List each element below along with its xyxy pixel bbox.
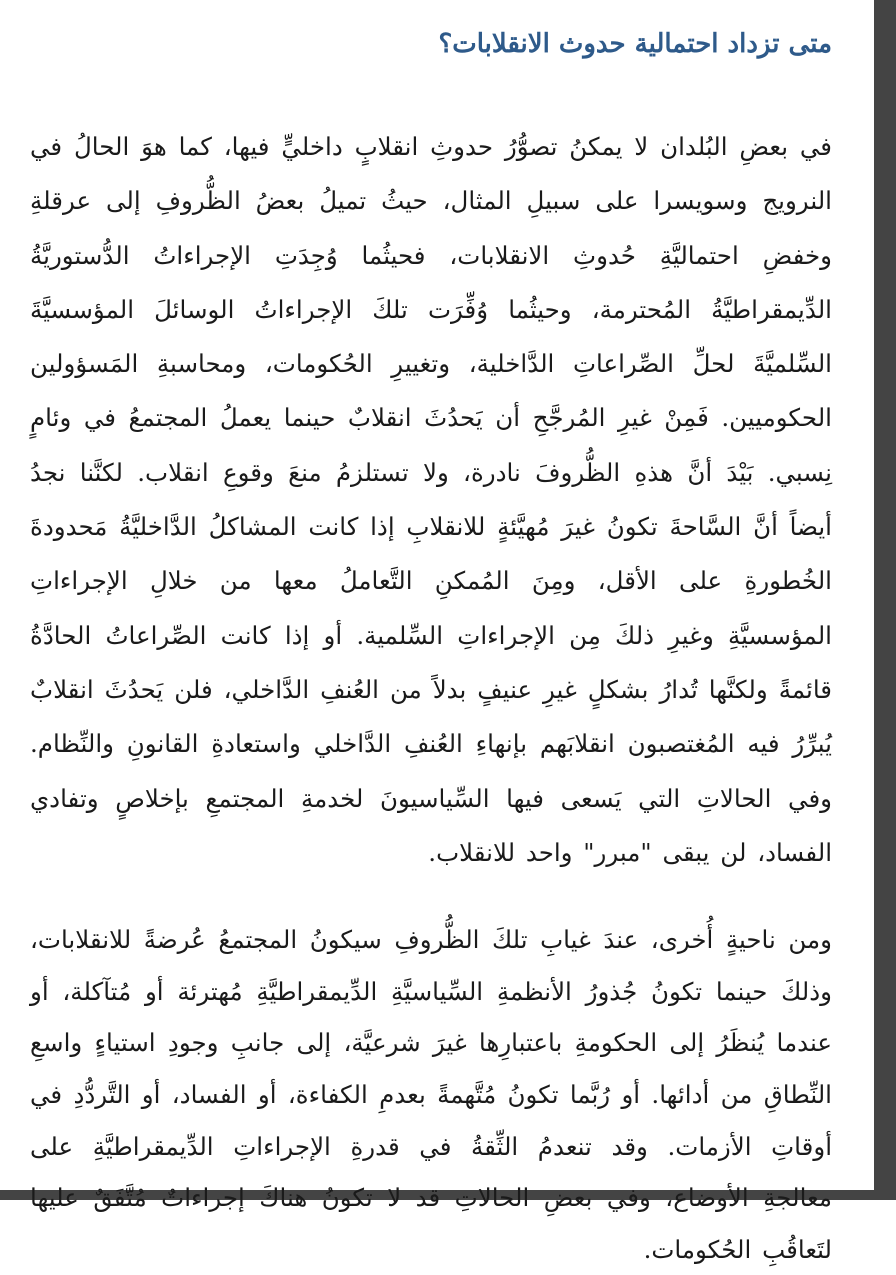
section-heading: متى تزداد احتمالية حدوث الانقلابات؟: [438, 29, 832, 59]
right-edge-bar: [874, 0, 896, 1200]
paragraph-1: في بعضِ البُلدان لا يمكنُ تصوُّرُ حدوثِ انقلابٍ داخليٍّ فيها، كما هوَ الحالُ في النرويج وسويسرا على سبيلِ المثال، حيثُ تميلُ بعضُ الظُّروفِ إلى عرقلةِ وخفضِ احتماليَّةِ حُدوثِ الانقلابات، فحيثُما وُجِدَتِ الإجراءاتُ الدُّستوريَّةُ الدِّيمقراطيَّةُ المُحترمة، وحيثُما وُفِّرَت تلكَ الإجراءاتُ الوسائلَ المؤسسيَّةَ السِّلميَّةَ لحلِّ الصِّراعاتِ الدَّاخلية، وتغييرِ الحُكومات، ومحاسبةِ المَسؤولين الحكوميين. فَمِنْ غيرِ المُرجَّحِ أن يَحدُثَ انقلابٌ حينما يعملُ المجتمعُ في وئامٍ نِسبي. بَيْدَ أنَّ هذهِ الظُّروفَ نادرة، ولا تستلزمُ منعَ وقوعِ انقلاب. لكنَّنا نجدُ أيضاً أنَّ السَّاحةَ تكونُ غيرَ مُهيَّئةٍ للانقلابِ إذا كانت المشاكلُ الدَّاخليَّةُ مَحدودةَ الخُطورةِ على الأقل، ومِنَ المُمكنِ التَّعاملُ معها من خلالِ الإجراءاتِ المؤسسيَّةِ وغيرِ ذلكَ مِن الإجراءاتِ السِّلمية. أو إذا كانت الصِّراعاتُ الحادَّةُ قائمةً ولكنَّها تُدارُ بشكلٍ غيرِ عنيفٍ بدلاً من العُنفِ الدَّاخلي، فلن يَحدُثَ انقلابٌ يُبرِّرُ فيه المُغتصبون انقلابَهم بإنهاءِ العُنفِ الدَّاخلي واستعادةِ القانونِ والنِّظام. وفي الحالاتِ التي يَسعى فيها السِّياسيونَ لخدمةِ المجتمعِ بإخلاصٍ وتفادي الفساد، لن يبقى "مبرر" واحد للانقلاب.: [30, 132, 832, 867]
paragraph-2: ومن ناحيةٍ أُخرى، عندَ غيابِ تلكَ الظُّروفِ سيكونُ المجتمعُ عُرضةً للانقلابات، وذلكَ حينما تكونُ جُذورُ الأنظمةِ السِّياسيَّةِ الدِّيمقراطيَّةِ مُهترئة أو مُتآكلة، أو عندما يُنظَرُ إلى الحكومةِ باعتبارِها غيرَ شرعيَّة، إلى جانبِ وجودِ استياءٍ واسعِ النِّطاقِ من أدائها. أو رُبَّما تكونُ مُتَّهمةً بعدمِ الكفاءة، أو الفساد، أو التَّردُّدِ في أوقاتِ الأزمات. وقد تنعدمُ الثِّقةُ في قدرةِ الإجراءاتِ الدِّيمقراطيَّةِ على معالجةِ الأوضاع، وفي بعضِ الحالاتِ قد لا تكونُ هناكَ إجراءاتٌ مُتَّفَقٌ عليها لتَعاقُبِ الحُكومات.: [30, 925, 832, 1264]
